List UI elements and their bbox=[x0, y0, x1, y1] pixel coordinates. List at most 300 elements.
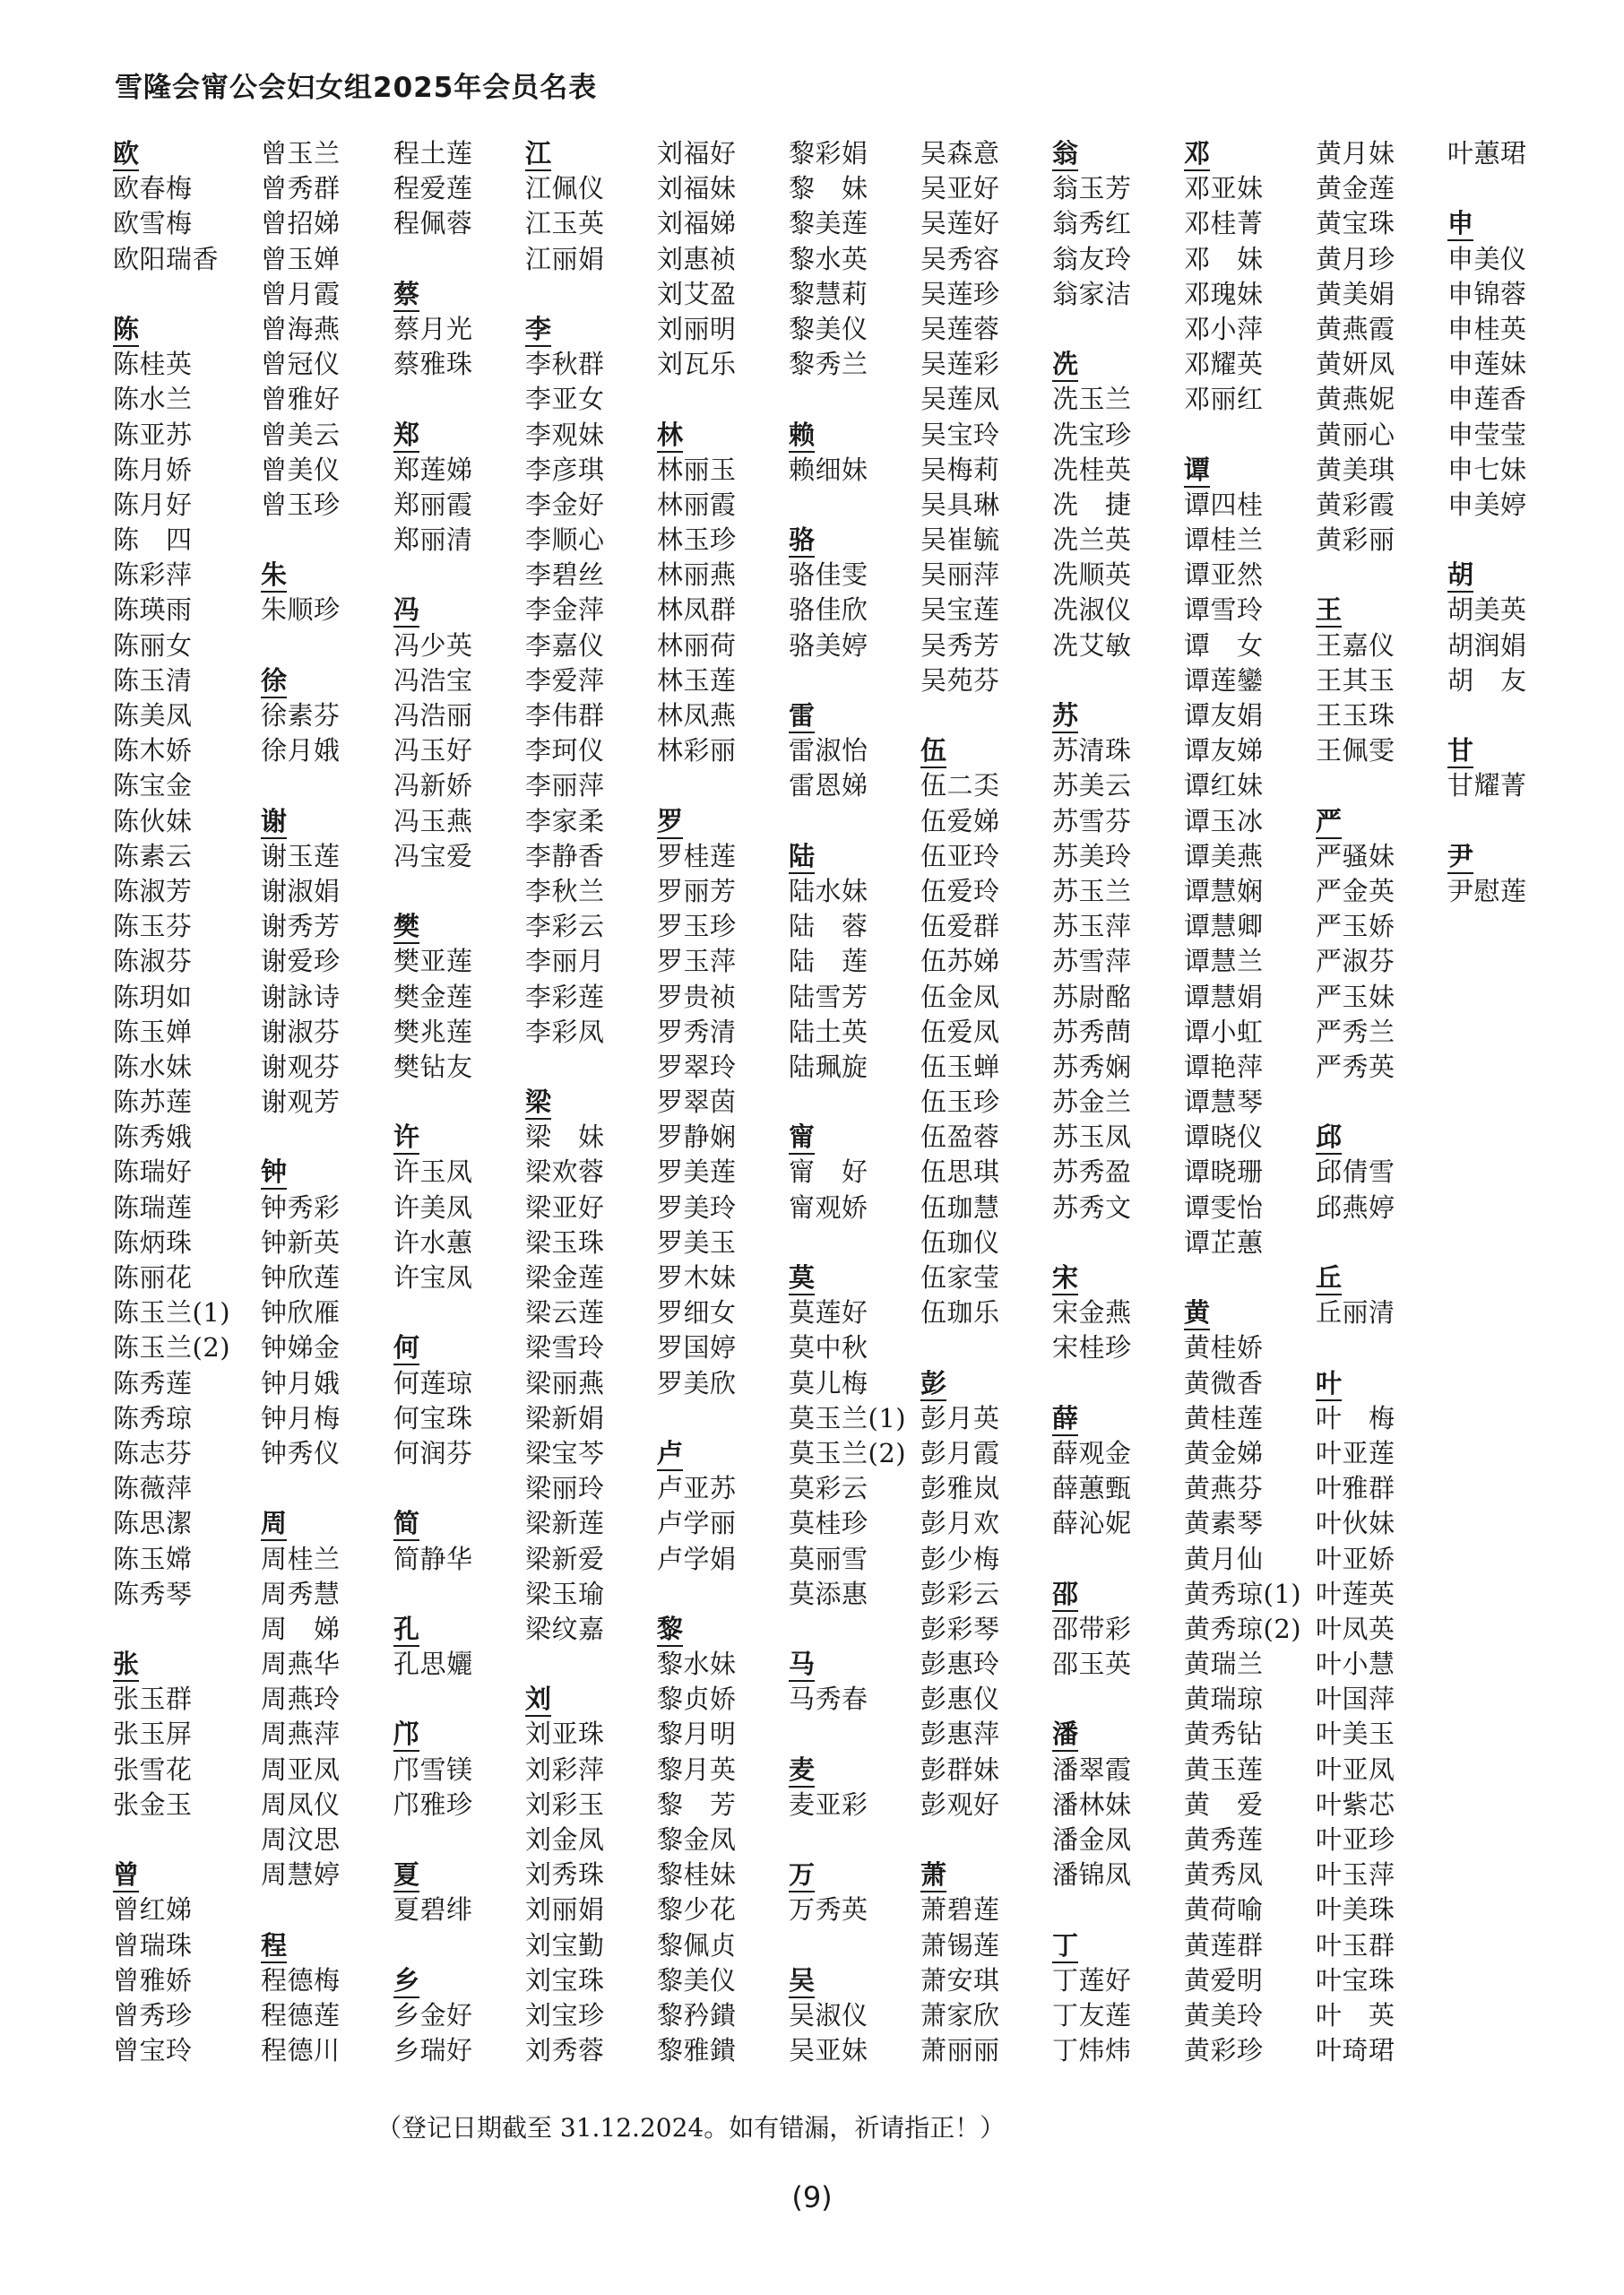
member-name: 邱燕婷 bbox=[1316, 1191, 1395, 1223]
member-name: 薛观金 bbox=[1052, 1437, 1132, 1468]
member-name: 罗静娴 bbox=[657, 1122, 737, 1153]
member-name: 罗细女 bbox=[657, 1297, 737, 1329]
member-name: 冯宝爱 bbox=[393, 840, 473, 871]
member-name: 钟秀彩 bbox=[261, 1191, 341, 1223]
member-name: 梁云莲 bbox=[525, 1297, 605, 1329]
member-name: 黎秀兰 bbox=[789, 349, 868, 380]
surname-heading: 林 bbox=[657, 418, 791, 453]
member-name: 李金萍 bbox=[525, 594, 605, 626]
member-name: 吴淑仪 bbox=[789, 1999, 868, 2031]
surname-heading: 雷 bbox=[789, 698, 923, 733]
member-name: 刘彩萍 bbox=[525, 1754, 605, 1785]
member-name: 吴苑芬 bbox=[920, 664, 1000, 696]
member-name: 彭惠萍 bbox=[920, 1719, 1000, 1750]
surname-heading: 夏 bbox=[393, 1858, 528, 1892]
member-name: 伍金凤 bbox=[920, 981, 1000, 1012]
member-name: 黄素琴 bbox=[1184, 1508, 1264, 1539]
member-name: 梁金莲 bbox=[525, 1262, 605, 1293]
member-name: 欧雪梅 bbox=[113, 208, 193, 239]
member-name: 陈月好 bbox=[113, 489, 193, 520]
member-name: 黄彩霞 bbox=[1316, 489, 1395, 520]
member-name: 曾海燕 bbox=[261, 313, 341, 344]
member-name: 谭慧卿 bbox=[1184, 911, 1264, 942]
group-spacer bbox=[1052, 1542, 1187, 1577]
member-name: 陈宝金 bbox=[113, 770, 193, 801]
name-column bbox=[920, 136, 1055, 2068]
surname-heading: 邵 bbox=[1052, 1577, 1187, 1612]
member-name: 莫丽雪 bbox=[789, 1543, 868, 1574]
surname-heading: 翁 bbox=[1052, 136, 1187, 171]
member-name: 冯浩丽 bbox=[393, 700, 473, 731]
member-name: 马秀春 bbox=[789, 1684, 868, 1715]
member-name: 邓亚妹 bbox=[1184, 173, 1264, 204]
member-name: 何宝珠 bbox=[393, 1402, 473, 1433]
member-name: 苏玉凤 bbox=[1052, 1122, 1132, 1153]
member-name: 朱顺珍 bbox=[261, 594, 341, 626]
member-name: 曾冠仪 bbox=[261, 349, 341, 380]
member-name: 陈志芬 bbox=[113, 1437, 193, 1468]
member-name: 谭芷蕙 bbox=[1184, 1226, 1264, 1258]
surname-heading: 罗 bbox=[657, 804, 791, 839]
member-name: 李彩莲 bbox=[525, 981, 605, 1012]
surname-heading: 江 bbox=[525, 136, 660, 171]
member-name: 欧阳瑞香 bbox=[113, 243, 220, 274]
surname-heading: 黄 bbox=[1184, 1295, 1318, 1330]
member-name: 严淑芬 bbox=[1316, 946, 1395, 977]
member-name: 欧春梅 bbox=[113, 173, 193, 204]
member-name: 吴宝莲 bbox=[920, 594, 1000, 626]
member-name: 刘亚珠 bbox=[525, 1719, 605, 1750]
member-name: 叶 梅 bbox=[1316, 1402, 1395, 1433]
member-name: 蔡雅珠 bbox=[393, 349, 473, 380]
member-name: 叶亚莲 bbox=[1316, 1437, 1395, 1468]
member-name: 何润芬 bbox=[393, 1437, 473, 1468]
surname-heading: 程 bbox=[261, 1928, 395, 1963]
member-name: 伍盈蓉 bbox=[920, 1122, 1000, 1153]
member-name: 张玉屏 bbox=[113, 1719, 193, 1750]
surname-heading: 梁 bbox=[525, 1085, 660, 1120]
member-name: 陈素云 bbox=[113, 840, 193, 871]
member-name: 黄爱明 bbox=[1184, 1964, 1264, 1996]
member-name: 吴莲凤 bbox=[920, 384, 1000, 415]
member-name: 雷恩娣 bbox=[789, 770, 868, 801]
group-spacer bbox=[1447, 698, 1582, 733]
member-name: 曾美仪 bbox=[261, 454, 341, 485]
member-name: 黎矜鐀 bbox=[657, 1999, 737, 2031]
member-name: 申莲香 bbox=[1447, 384, 1527, 415]
surname-heading: 张 bbox=[113, 1647, 247, 1682]
member-name: 罗木妹 bbox=[657, 1262, 737, 1293]
member-name: 苏美云 bbox=[1052, 770, 1132, 801]
member-name: 莫中秋 bbox=[789, 1332, 868, 1364]
member-name: 黄微香 bbox=[1184, 1367, 1264, 1399]
member-name: 黎水妹 bbox=[657, 1649, 737, 1680]
member-name: 曾招娣 bbox=[261, 208, 341, 239]
member-name: 苏秀文 bbox=[1052, 1191, 1132, 1223]
page-number: (9) bbox=[791, 2180, 833, 2214]
member-name: 吴莲彩 bbox=[920, 349, 1000, 380]
member-name: 冼兰英 bbox=[1052, 524, 1132, 556]
member-name: 苏雪萍 bbox=[1052, 946, 1132, 977]
member-name: 潘翠霞 bbox=[1052, 1754, 1132, 1785]
surname-heading: 邝 bbox=[393, 1717, 528, 1752]
member-name: 王佩雯 bbox=[1316, 735, 1395, 766]
member-name: 陈玉兰(1) bbox=[113, 1297, 231, 1329]
surname-heading: 钟 bbox=[261, 1155, 395, 1190]
member-name: 伍亚玲 bbox=[920, 840, 1000, 871]
group-spacer bbox=[789, 804, 923, 839]
surname-heading: 胡 bbox=[1447, 558, 1582, 593]
surname-heading: 丘 bbox=[1316, 1260, 1450, 1295]
member-name: 黄桂娇 bbox=[1184, 1332, 1264, 1364]
member-name: 苏美玲 bbox=[1052, 840, 1132, 871]
member-name: 伍珈仪 bbox=[920, 1226, 1000, 1258]
member-name: 申美婷 bbox=[1447, 489, 1527, 520]
member-name: 谭 女 bbox=[1184, 629, 1264, 661]
name-column bbox=[657, 136, 791, 2068]
member-name: 叶蕙珺 bbox=[1447, 138, 1527, 169]
member-name: 严秀英 bbox=[1316, 1051, 1395, 1082]
member-name: 李珂仪 bbox=[525, 735, 605, 766]
member-name: 陈 四 bbox=[113, 524, 193, 556]
member-name: 简静华 bbox=[393, 1543, 473, 1574]
group-spacer bbox=[789, 1085, 923, 1120]
group-spacer bbox=[789, 1225, 923, 1260]
member-name: 李金好 bbox=[525, 489, 605, 520]
member-name: 谭友娟 bbox=[1184, 700, 1264, 731]
surname-heading: 何 bbox=[393, 1330, 528, 1365]
member-name: 萧家欣 bbox=[920, 1999, 1000, 2031]
member-name: 罗玉珍 bbox=[657, 911, 737, 942]
member-name: 苏玉兰 bbox=[1052, 875, 1132, 906]
footnote: （登记日期截至 31.12.2024。如有错漏，祈请指正！） bbox=[376, 2113, 1006, 2143]
member-name: 黎佩贞 bbox=[657, 1929, 737, 1961]
member-name: 冯玉好 bbox=[393, 735, 473, 766]
member-name: 樊兆莲 bbox=[393, 1016, 473, 1047]
surname-heading: 伍 bbox=[920, 733, 1055, 768]
member-name: 刘宝珍 bbox=[525, 1999, 605, 2031]
member-name: 周桂兰 bbox=[261, 1543, 341, 1574]
group-spacer bbox=[657, 382, 791, 417]
member-name: 刘福好 bbox=[657, 138, 737, 169]
member-name: 谭雪玲 bbox=[1184, 594, 1264, 626]
member-name: 陈瑞莲 bbox=[113, 1191, 193, 1223]
member-name: 邓瑰妹 bbox=[1184, 278, 1264, 309]
member-name: 黄瑞兰 bbox=[1184, 1649, 1264, 1680]
member-name: 曾红娣 bbox=[113, 1894, 193, 1926]
member-name: 萧碧莲 bbox=[920, 1894, 1000, 1926]
member-name: 陈薇萍 bbox=[113, 1473, 193, 1504]
member-name: 钟欣莲 bbox=[261, 1262, 341, 1293]
group-spacer bbox=[393, 1682, 528, 1717]
member-name: 叶亚珍 bbox=[1316, 1824, 1395, 1855]
member-name: 梁宝芩 bbox=[525, 1437, 605, 1468]
member-name: 乡金好 bbox=[393, 1999, 473, 2031]
group-spacer bbox=[789, 488, 923, 523]
member-name: 黎彩娟 bbox=[789, 138, 868, 169]
member-name: 梁欢蓉 bbox=[525, 1156, 605, 1188]
member-name: 曾雅好 bbox=[261, 384, 341, 415]
member-name: 潘金凤 bbox=[1052, 1824, 1132, 1855]
member-name: 罗翠茵 bbox=[657, 1087, 737, 1118]
member-name: 陆 莲 bbox=[789, 946, 868, 977]
member-name: 翁秀红 bbox=[1052, 208, 1132, 239]
member-name: 陈玉清 bbox=[113, 664, 193, 696]
surname-heading: 甯 bbox=[789, 1120, 923, 1155]
member-name: 李爱萍 bbox=[525, 664, 605, 696]
member-name: 叶亚凤 bbox=[1316, 1754, 1395, 1785]
member-name: 陈桂英 bbox=[113, 349, 193, 380]
member-name: 李静香 bbox=[525, 840, 605, 871]
member-name: 吴亚好 bbox=[920, 173, 1000, 204]
name-column bbox=[1052, 136, 1187, 2068]
member-name: 黄玉莲 bbox=[1184, 1754, 1264, 1785]
group-spacer bbox=[1052, 312, 1187, 347]
member-name: 伍爱娣 bbox=[920, 805, 1000, 836]
member-name: 谭桂兰 bbox=[1184, 524, 1264, 556]
name-column bbox=[393, 136, 528, 2068]
member-name: 林玉珍 bbox=[657, 524, 737, 556]
group-spacer bbox=[1052, 1366, 1187, 1401]
member-name: 黄秀琼(2) bbox=[1184, 1613, 1302, 1644]
member-name: 雷淑怡 bbox=[789, 735, 868, 766]
member-name: 彭月欢 bbox=[920, 1508, 1000, 1539]
member-name: 萧丽丽 bbox=[920, 2035, 1000, 2066]
member-name: 叶美珠 bbox=[1316, 1894, 1395, 1926]
member-name: 刘宝珠 bbox=[525, 1964, 605, 1996]
member-name: 钟新英 bbox=[261, 1226, 341, 1258]
member-name: 曾宝玲 bbox=[113, 2035, 193, 2066]
member-name: 黄燕霞 bbox=[1316, 313, 1395, 344]
member-name: 伍家莹 bbox=[920, 1262, 1000, 1293]
surname-heading: 丁 bbox=[1052, 1928, 1187, 1963]
surname-heading: 申 bbox=[1447, 206, 1582, 241]
member-name: 陈秀琼 bbox=[113, 1402, 193, 1433]
group-spacer bbox=[393, 1295, 528, 1330]
member-name: 陈水妹 bbox=[113, 1051, 193, 1082]
member-name: 伍玉珍 bbox=[920, 1087, 1000, 1118]
group-spacer bbox=[525, 1050, 660, 1085]
member-name: 伍二奀 bbox=[920, 770, 1000, 801]
member-name: 王嘉仪 bbox=[1316, 629, 1395, 661]
member-name: 莫莲好 bbox=[789, 1297, 868, 1329]
member-name: 李丽萍 bbox=[525, 770, 605, 801]
member-name: 郑莲娣 bbox=[393, 454, 473, 485]
group-spacer bbox=[657, 1577, 791, 1612]
member-name: 陈淑芬 bbox=[113, 946, 193, 977]
member-name: 蔡月光 bbox=[393, 313, 473, 344]
member-name: 黎月英 bbox=[657, 1754, 737, 1785]
member-name: 乡瑞好 bbox=[393, 2035, 473, 2066]
group-spacer bbox=[1316, 1225, 1450, 1260]
member-name: 曾月霞 bbox=[261, 278, 341, 309]
member-name: 黄金莲 bbox=[1316, 173, 1395, 204]
member-name: 程德梅 bbox=[261, 1964, 341, 1996]
member-name: 陈彩萍 bbox=[113, 559, 193, 591]
member-name: 黄荷喻 bbox=[1184, 1894, 1264, 1926]
group-spacer bbox=[789, 1823, 923, 1858]
member-name: 梁丽玲 bbox=[525, 1473, 605, 1504]
member-name: 苏金兰 bbox=[1052, 1087, 1132, 1118]
member-name: 许美凤 bbox=[393, 1191, 473, 1223]
surname-heading: 叶 bbox=[1316, 1366, 1450, 1401]
member-name: 程佩蓉 bbox=[393, 208, 473, 239]
member-name: 张雪花 bbox=[113, 1754, 193, 1785]
member-name: 叶雅群 bbox=[1316, 1473, 1395, 1504]
member-name: 许水蕙 bbox=[393, 1226, 473, 1258]
member-name: 郑丽霞 bbox=[393, 489, 473, 520]
member-name: 林凤燕 bbox=[657, 700, 737, 731]
member-name: 冼艾敏 bbox=[1052, 629, 1132, 661]
member-name: 陈亚苏 bbox=[113, 419, 193, 450]
member-name: 谢詠诗 bbox=[261, 981, 341, 1012]
surname-heading: 冯 bbox=[393, 593, 528, 628]
member-name: 梁玉珠 bbox=[525, 1226, 605, 1258]
surname-heading: 苏 bbox=[1052, 698, 1187, 733]
surname-heading: 莫 bbox=[789, 1260, 923, 1295]
member-name: 冼顺英 bbox=[1052, 559, 1132, 591]
member-name: 黎少花 bbox=[657, 1894, 737, 1926]
member-name: 甯观娇 bbox=[789, 1191, 868, 1223]
member-name: 樊钻友 bbox=[393, 1051, 473, 1082]
surname-heading: 邓 bbox=[1184, 136, 1318, 171]
member-name: 潘锦凤 bbox=[1052, 1859, 1132, 1891]
member-name: 苏秀盈 bbox=[1052, 1156, 1132, 1188]
surname-heading: 朱 bbox=[261, 558, 395, 593]
member-name: 黎 芳 bbox=[657, 1788, 737, 1820]
member-name: 许宝凤 bbox=[393, 1262, 473, 1293]
member-name: 李亚女 bbox=[525, 384, 605, 415]
member-name: 吴具琳 bbox=[920, 489, 1000, 520]
member-name: 吴秀容 bbox=[920, 243, 1000, 274]
member-name: 黎美仪 bbox=[789, 313, 868, 344]
member-name: 丁友莲 bbox=[1052, 1999, 1132, 2031]
member-name: 翁友玲 bbox=[1052, 243, 1132, 274]
member-name: 卢学丽 bbox=[657, 1508, 737, 1539]
member-name: 冯玉燕 bbox=[393, 805, 473, 836]
member-name: 谭艳萍 bbox=[1184, 1051, 1264, 1082]
member-name: 程土莲 bbox=[393, 138, 473, 169]
member-name: 徐素芬 bbox=[261, 700, 341, 731]
member-name: 黄莲群 bbox=[1184, 1929, 1264, 1961]
surname-heading: 刘 bbox=[525, 1682, 660, 1717]
member-name: 谭慧琴 bbox=[1184, 1087, 1264, 1118]
member-name: 李秋群 bbox=[525, 349, 605, 380]
member-name: 伍苏娣 bbox=[920, 946, 1000, 977]
member-name: 梁新娟 bbox=[525, 1402, 605, 1433]
member-name: 罗丽芳 bbox=[657, 875, 737, 906]
member-name: 周 娣 bbox=[261, 1613, 341, 1644]
member-name: 黄桂莲 bbox=[1184, 1402, 1264, 1433]
name-column bbox=[113, 136, 247, 2068]
member-name: 刘艾盈 bbox=[657, 278, 737, 309]
member-name: 梁丽燕 bbox=[525, 1367, 605, 1399]
surname-heading: 马 bbox=[789, 1647, 923, 1682]
member-name: 曾瑞珠 bbox=[113, 1929, 193, 1961]
member-name: 谭晓仪 bbox=[1184, 1122, 1264, 1153]
group-spacer bbox=[1052, 1682, 1187, 1717]
group-spacer bbox=[261, 768, 395, 803]
member-name: 黄秀琼(1) bbox=[1184, 1578, 1302, 1609]
member-name: 谭玉冰 bbox=[1184, 805, 1264, 836]
member-name: 李碧丝 bbox=[525, 559, 605, 591]
surname-heading: 万 bbox=[789, 1858, 923, 1892]
group-spacer bbox=[393, 558, 528, 593]
member-name: 彭彩云 bbox=[920, 1578, 1000, 1609]
member-name: 谢爱珍 bbox=[261, 946, 341, 977]
surname-heading: 樊 bbox=[393, 909, 528, 944]
member-name: 谭慧兰 bbox=[1184, 946, 1264, 977]
member-name: 黎月明 bbox=[657, 1719, 737, 1750]
member-name: 王玉珠 bbox=[1316, 700, 1395, 731]
member-name: 陈丽花 bbox=[113, 1262, 193, 1293]
name-column bbox=[1447, 136, 1582, 909]
member-name: 申七妹 bbox=[1447, 454, 1527, 485]
group-spacer bbox=[393, 1085, 528, 1120]
member-name: 冯新娇 bbox=[393, 770, 473, 801]
member-name: 冯少英 bbox=[393, 629, 473, 661]
group-spacer bbox=[393, 242, 528, 277]
member-name: 尹慰莲 bbox=[1447, 875, 1527, 906]
member-name: 黄瑞琼 bbox=[1184, 1684, 1264, 1715]
surname-heading: 薛 bbox=[1052, 1401, 1187, 1436]
member-name: 谭小虹 bbox=[1184, 1016, 1264, 1047]
member-name: 黄金娣 bbox=[1184, 1437, 1264, 1468]
member-name: 黄彩丽 bbox=[1316, 524, 1395, 556]
member-name: 陈水兰 bbox=[113, 384, 193, 415]
member-name: 叶国萍 bbox=[1316, 1684, 1395, 1715]
member-name: 陈炳珠 bbox=[113, 1226, 193, 1258]
surname-heading: 甘 bbox=[1447, 733, 1582, 768]
member-name: 周燕华 bbox=[261, 1649, 341, 1680]
group-spacer bbox=[1447, 171, 1582, 206]
member-name: 陈玉婵 bbox=[113, 1016, 193, 1047]
member-name: 莫添惠 bbox=[789, 1578, 868, 1609]
member-name: 吴莲珍 bbox=[920, 278, 1000, 309]
member-name: 吴森意 bbox=[920, 138, 1000, 169]
surname-heading: 彭 bbox=[920, 1366, 1055, 1401]
member-name: 叶玉群 bbox=[1316, 1929, 1395, 1961]
member-name: 李彦琪 bbox=[525, 454, 605, 485]
member-name: 曾玉婵 bbox=[261, 243, 341, 274]
member-name: 孔思孋 bbox=[393, 1649, 473, 1680]
member-name: 吴莲好 bbox=[920, 208, 1000, 239]
member-name: 李丽月 bbox=[525, 946, 605, 977]
member-name: 胡美英 bbox=[1447, 594, 1527, 626]
name-column bbox=[525, 136, 660, 2068]
member-name: 曾秀珍 bbox=[113, 1999, 193, 2031]
member-name: 王其玉 bbox=[1316, 664, 1395, 696]
group-spacer bbox=[789, 1612, 923, 1647]
member-name: 谭美燕 bbox=[1184, 840, 1264, 871]
member-name: 宋金燕 bbox=[1052, 1297, 1132, 1329]
member-name: 邓小萍 bbox=[1184, 313, 1264, 344]
member-name: 苏秀蔄 bbox=[1052, 1016, 1132, 1047]
member-name: 何莲琼 bbox=[393, 1367, 473, 1399]
member-name: 谢秀芳 bbox=[261, 911, 341, 942]
member-name: 刘福妹 bbox=[657, 173, 737, 204]
surname-heading: 谭 bbox=[1184, 453, 1318, 488]
member-name: 江丽娟 bbox=[525, 243, 605, 274]
member-name: 刘秀珠 bbox=[525, 1859, 605, 1891]
member-name: 严玉妹 bbox=[1316, 981, 1395, 1012]
member-name: 伍爱玲 bbox=[920, 875, 1000, 906]
member-name: 程爱莲 bbox=[393, 173, 473, 204]
name-column bbox=[1316, 136, 1450, 2068]
member-name: 刘惠祯 bbox=[657, 243, 737, 274]
member-name: 林彩丽 bbox=[657, 735, 737, 766]
member-name: 李彩凤 bbox=[525, 1016, 605, 1047]
